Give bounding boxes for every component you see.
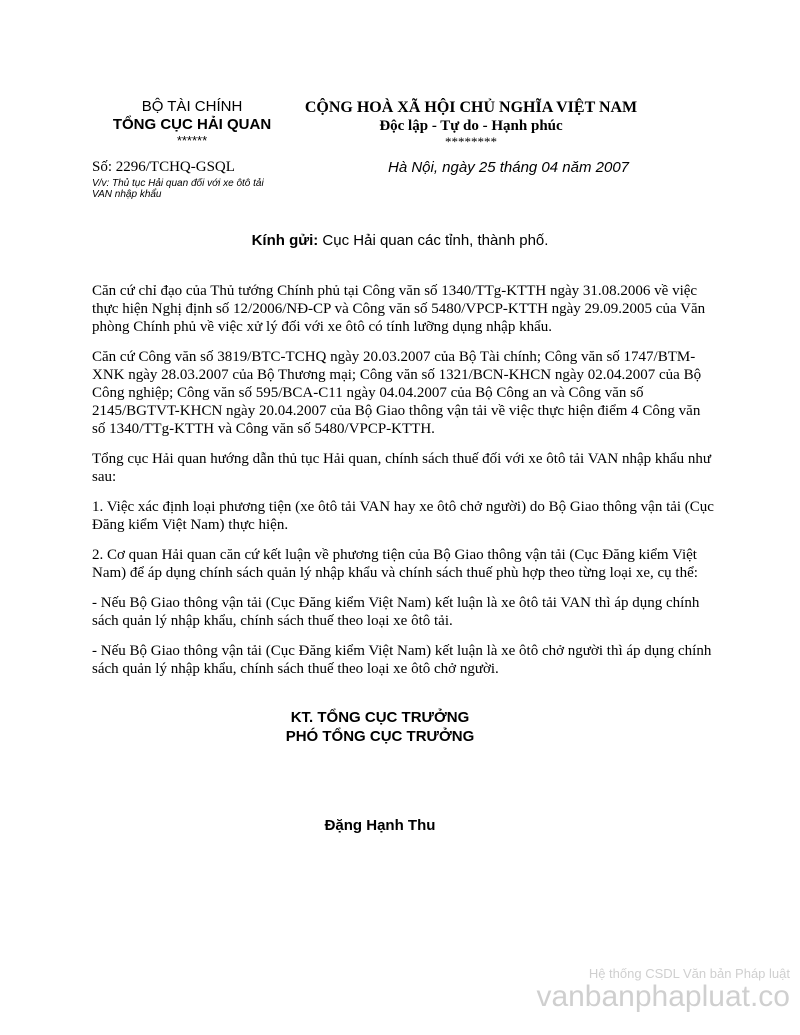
subject-line-1: V/v: Thủ tục Hải quan đối với xe ôtô tải (92, 178, 264, 189)
document-number: Số: 2296/TCHQ-GSQL (92, 159, 235, 175)
paragraph-2: Căn cứ Công văn số 3819/BTC-TCHQ ngày 20.03.2007 của Bộ Tài chính; Công văn số 1747/BTM-XNK ngày 28.03.2007 của Bộ Thương mại; Công văn số 1321/BCN-KHCN ngày 02.04.2007 của Bộ Công nghiệp; Công văn số 595/BCA-C11 ngày 04.04.2007 của Bộ Công an và Công văn số 2145/BGTVT-KHCN ngày 20.04.2007 của Bộ Giao thông vận tải về việc thực hiện điểm 4 Công văn số 1340/TTg-KTTH và Công văn số 5480/VPCP-KTTH. (92, 349, 702, 437)
recipient-label: Kính gửi: (251, 232, 319, 249)
issuer-divider: ****** (176, 133, 208, 148)
signature-block (0, 708, 760, 746)
ministry-name: BỘ TÀI CHÍNH (141, 98, 243, 115)
recipient-text: Cục Hải quan các tỉnh, thành phố. (318, 232, 549, 249)
paragraph-5: 2. Cơ quan Hải quan căn cứ kết luận về phương tiện của Bộ Giao thông vận tải (Cục Đăng kiểm Việt Nam) để áp dụng chính sách quản lý nhập khẩu và chính sách thuế phù hợp theo từng loại xe, cụ thể: (92, 547, 698, 581)
paragraph-6: - Nếu Bộ Giao thông vận tải (Cục Đăng kiểm Việt Nam) kết luận là xe ôtô tải VAN thì áp dụng chính sách quản lý nhập khẩu, chính sách thuế theo loại xe ôtô tải. (92, 595, 700, 629)
recipient-line (0, 232, 800, 249)
watermark-caption: Hệ thống CSDL Văn bản Pháp luật (588, 966, 790, 981)
paragraph-7: - Nếu Bộ Giao thông vận tải (Cục Đăng kiểm Việt Nam) kết luận là xe ôtô chở người thì áp dụng chính sách quản lý nhập khẩu, chính sách thuế theo loại xe ôtô chở người. (92, 643, 712, 677)
issuer-block (92, 98, 292, 147)
signature-title-1: KT. TỔNG CỤC TRƯỞNG (290, 709, 470, 726)
issue-date: Hà Nội, ngày 25 tháng 04 năm 2007 (388, 159, 630, 176)
document-body (92, 282, 715, 690)
watermark-site: vanbanphapluat.co (536, 980, 790, 1013)
paragraph-3: Tổng cục Hải quan hướng dẫn thủ tục Hải quan, chính sách thuế đối với xe ôtô tải VAN nhập khẩu như sau: (92, 451, 711, 485)
paragraph-4: 1. Việc xác định loại phương tiện (xe ôtô tải VAN hay xe ôtô chở người) do Bộ Giao thông vận tải (Cục Đăng kiểm Việt Nam) thực hiện. (92, 499, 714, 533)
country-name: CỘNG HOÀ XÃ HỘI CHỦ NGHĨA VIỆT NAM (304, 99, 638, 116)
document-subject (92, 178, 292, 200)
national-header (296, 98, 646, 148)
paragraph-1: Căn cứ chỉ đạo của Thủ tướng Chính phủ tại Công văn số 1340/TTg-KTTH ngày 31.08.2006 về việc thực hiện Nghị định số 12/2006/NĐ-CP và Công văn số 5480/VPCP-KTTH ngày 29.09.2005 của Văn phòng Chính phủ về việc xử lý đối với xe ôtô có tính lưỡng dụng nhập khẩu. (92, 283, 706, 335)
motto-divider: ******** (445, 134, 497, 149)
national-motto: Độc lập - Tự do - Hạnh phúc (379, 118, 563, 134)
signer-name: Đặng Hạnh Thu (324, 817, 436, 834)
department-name: TỔNG CỤC HẢI QUAN (112, 116, 272, 133)
subject-line-2: VAN nhập khẩu (92, 189, 162, 200)
signature-title-2: PHÓ TỔNG CỤC TRƯỞNG (285, 728, 475, 745)
